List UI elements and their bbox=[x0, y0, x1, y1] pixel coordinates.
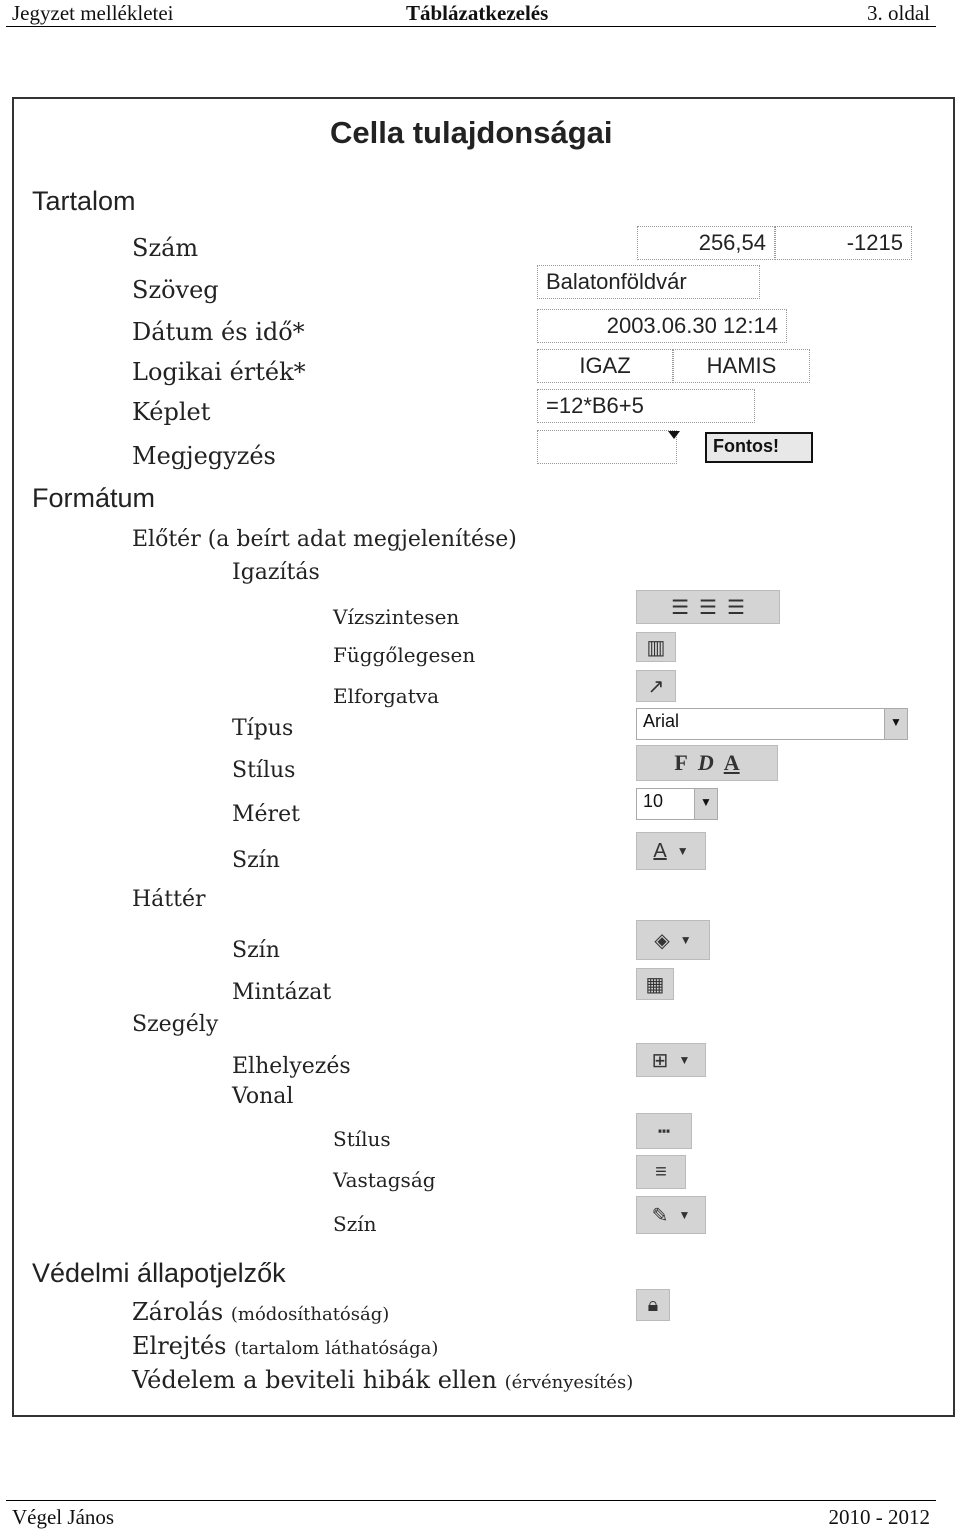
comment-marker-icon bbox=[668, 431, 680, 439]
label-elforgatva: Elforgatva bbox=[333, 684, 439, 708]
label-vedelem bbox=[132, 1366, 633, 1394]
cell-false: HAMIS bbox=[673, 349, 810, 383]
vedelem-sub: (érvényesítés) bbox=[504, 1372, 634, 1393]
label-vonal-stilus: Stílus bbox=[333, 1127, 391, 1151]
font-size-value: 10 bbox=[643, 791, 664, 811]
cell-date: 2003.06.30 12:14 bbox=[537, 309, 787, 343]
cell-text: Balatonföldvár bbox=[537, 265, 760, 299]
cell-true: IGAZ bbox=[537, 349, 673, 383]
dropdown-arrow-icon: ▼ bbox=[694, 789, 717, 819]
zarolas-text: Zárolás bbox=[132, 1298, 224, 1326]
fill-color-button bbox=[636, 920, 710, 960]
rotate-text-icon: ↗ bbox=[636, 670, 676, 702]
header-center: Táblázatkezelés bbox=[406, 1, 549, 25]
line-color-pen-icon: ✎ bbox=[651, 1204, 669, 1227]
chevron-down-icon: ▼ bbox=[676, 844, 689, 858]
label-stilus: Stílus bbox=[232, 758, 296, 783]
label-formatum: Formátum bbox=[32, 483, 156, 513]
page-footer bbox=[6, 1500, 936, 1532]
label-mintazat: Mintázat bbox=[232, 980, 332, 1005]
label-szin-3: Szín bbox=[333, 1212, 377, 1236]
label-szam: Szám bbox=[132, 234, 199, 262]
figure-title: Cella tulajdonságai bbox=[330, 115, 613, 150]
font-color-icon: A bbox=[653, 839, 667, 862]
underline-button: A bbox=[723, 750, 740, 775]
cell-comment bbox=[537, 430, 677, 464]
elrejtes-text: Elrejtés bbox=[132, 1332, 227, 1360]
label-szegely: Szegély bbox=[132, 1012, 219, 1037]
cell-number-2: -1215 bbox=[775, 226, 912, 260]
dropdown-arrow-icon: ▼ bbox=[884, 709, 907, 739]
chevron-down-icon: ▼ bbox=[679, 933, 692, 947]
cell-formula: =12*B6+5 bbox=[537, 389, 755, 423]
label-igazitas: Igazítás bbox=[232, 560, 320, 585]
label-vastagsag: Vastagság bbox=[333, 1168, 436, 1192]
label-fuggolegesen: Függőlegesen bbox=[333, 643, 476, 667]
label-szin-2: Szín bbox=[232, 938, 280, 963]
header-left: Jegyzet mellékletei bbox=[12, 1, 174, 25]
font-name-value: Arial bbox=[643, 711, 680, 731]
label-vonal: Vonal bbox=[232, 1084, 294, 1109]
bold-button: F bbox=[674, 750, 688, 775]
align-right-icon: ☰ bbox=[726, 596, 745, 619]
label-vizszintesen: Vízszintesen bbox=[333, 605, 460, 629]
label-vedelmi: Védelmi állapotjelzők bbox=[32, 1258, 286, 1288]
line-style-icon: ┅ bbox=[636, 1113, 692, 1149]
label-tartalom: Tartalom bbox=[32, 186, 136, 216]
header-right: 3. oldal bbox=[867, 1, 930, 25]
align-center-icon: ☰ bbox=[699, 596, 717, 619]
label-szin-1: Szín bbox=[232, 848, 280, 873]
font-style-buttons bbox=[636, 745, 778, 781]
label-logikai: Logikai érték* bbox=[132, 358, 306, 386]
label-eloter: Előtér (a beírt adat megjelenítése) bbox=[132, 527, 517, 552]
comment-note: Fontos! bbox=[705, 432, 813, 463]
borders-grid-icon: ⊞ bbox=[651, 1049, 669, 1072]
line-weight-icon: ≡ bbox=[636, 1155, 686, 1189]
label-zarolas bbox=[132, 1298, 389, 1326]
font-color-button bbox=[636, 832, 706, 870]
borders-button bbox=[636, 1043, 706, 1077]
elrejtes-sub: (tartalom láthatósága) bbox=[234, 1338, 439, 1359]
label-megjegyzes: Megjegyzés bbox=[132, 442, 276, 470]
label-elrejtes bbox=[132, 1332, 438, 1360]
font-name-combo bbox=[636, 708, 908, 740]
label-meret: Méret bbox=[232, 802, 300, 827]
fill-bucket-icon: ◈ bbox=[654, 929, 670, 952]
pattern-icon: ▦ bbox=[636, 968, 674, 1000]
footer-left: Végel János bbox=[12, 1505, 115, 1529]
label-keplet: Képlet bbox=[132, 398, 211, 426]
line-color-button bbox=[636, 1196, 706, 1234]
cell-number-1: 256,54 bbox=[637, 226, 775, 260]
label-tipus: Típus bbox=[232, 716, 294, 741]
chevron-down-icon: ▼ bbox=[678, 1053, 691, 1067]
page-header bbox=[6, 0, 936, 27]
label-hatter: Háttér bbox=[132, 887, 206, 912]
vedelem-text: Védelem a beviteli hibák ellen bbox=[132, 1366, 497, 1394]
italic-button: D bbox=[697, 750, 714, 775]
label-szoveg: Szöveg bbox=[132, 276, 219, 304]
font-size-combo bbox=[636, 788, 718, 820]
lock-icon: 🔒︎ bbox=[636, 1289, 670, 1321]
footer-right: 2010 - 2012 bbox=[828, 1505, 930, 1529]
vertical-align-icon: ▥ bbox=[636, 632, 676, 662]
label-datum: Dátum és idő* bbox=[132, 318, 305, 346]
align-left-icon: ☰ bbox=[671, 596, 690, 619]
chevron-down-icon: ▼ bbox=[678, 1208, 691, 1222]
horizontal-align-buttons bbox=[636, 590, 780, 624]
zarolas-sub: (módosíthatóság) bbox=[230, 1304, 390, 1325]
label-elhelyezes: Elhelyezés bbox=[232, 1054, 351, 1079]
